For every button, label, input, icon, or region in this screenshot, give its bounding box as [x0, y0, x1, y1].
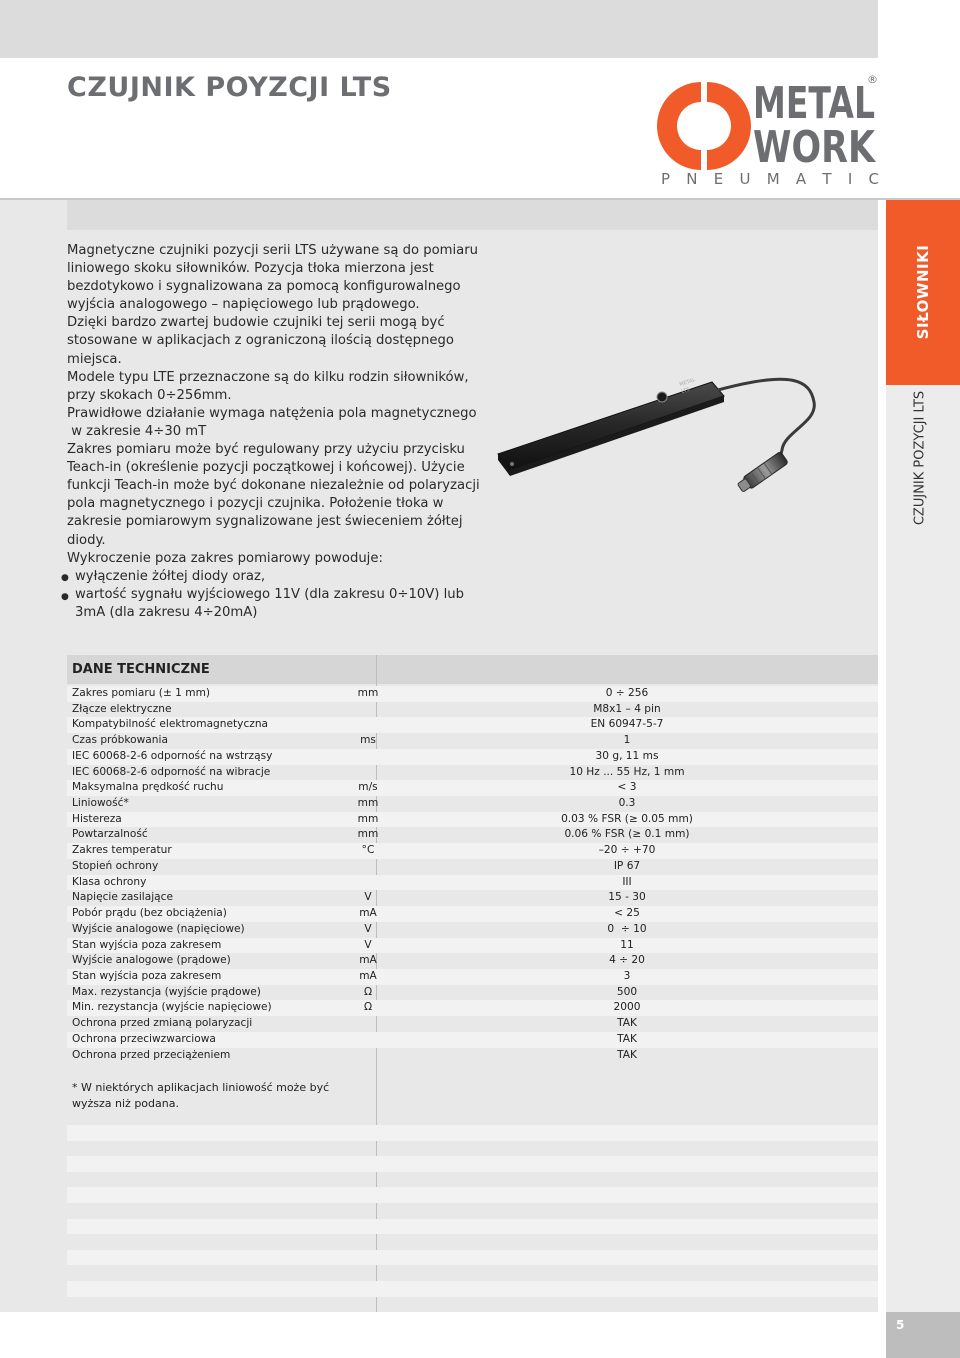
row-value: 0 ÷ 256: [605, 687, 649, 699]
sensor-label-bottom: LTS: [680, 386, 691, 395]
description-paragraph: Dzięki bardzo zwartej budowie czujniki tej serii mogą być stosowane w aplikacjach z ograniczoną ilością dostępnego miejsca.: [67, 315, 454, 367]
table-row: [67, 780, 878, 796]
side-tab-secondary-label: CZUJNIK POZYCJI LTS: [912, 390, 928, 526]
row-value: 500: [616, 985, 638, 998]
row-label: IEC 60068-2-6 odporność na wibracje: [72, 765, 271, 778]
row-label: IEC 60068-2-6 odporność na wstrząsy: [72, 749, 273, 762]
description-paragraph: Magnetyczne czujniki pozycji serii LTS używane są do pomiaru liniowego skoku siłowników. Pozycja tłoka mierzona jest bezdotykowo i sygnalizowana za pomocą konfigurowalnego wyjścia analogowego – napięciowego lub prądowego.: [67, 243, 479, 313]
row-value: 15 - 30: [608, 891, 646, 904]
row-label: Maksymalna prędkość ruchu: [72, 781, 224, 794]
row-label: Histereza: [72, 812, 122, 825]
table-row: [67, 859, 878, 875]
table-row: [67, 765, 878, 781]
row-value: TAK: [617, 1048, 637, 1061]
row-value: –20 ÷ +70: [598, 844, 656, 857]
table-row: [67, 796, 878, 812]
table-row: [67, 922, 878, 938]
row-value: < 25: [614, 907, 640, 920]
row-unit: °C: [361, 844, 375, 857]
table-row: [67, 702, 878, 718]
page-title: CZUJNIK POYZCJI LTS: [67, 72, 392, 103]
row-unit: mm: [357, 687, 379, 699]
status-led-icon: [657, 392, 667, 402]
table-row: [67, 890, 878, 906]
row-unit: m/s: [358, 781, 378, 794]
logo-word-work: WORK: [753, 122, 877, 173]
row-value: IP 67: [613, 859, 641, 872]
logo-registered-mark: ®: [867, 73, 878, 86]
logo-word-metal: METAL: [753, 78, 875, 129]
row-value: 10 Hz ... 55 Hz, 1 mm: [569, 765, 685, 778]
table-row: [67, 1048, 878, 1064]
row-label: Wyjście analogowe (prądowe): [72, 954, 231, 967]
table-row: [67, 843, 878, 859]
row-value: 0.3: [618, 797, 636, 810]
row-label: Ochrona przed zmianą polaryzacji: [72, 1017, 253, 1030]
row-value: M8x1 – 4 pin: [593, 702, 661, 715]
row-unit: mm: [357, 828, 379, 841]
table-row: [67, 953, 878, 969]
row-value: TAK: [617, 1032, 637, 1045]
table-row: [67, 1000, 878, 1016]
row-value: 30 g, 11 ms: [595, 749, 659, 762]
sensor-label-top: METAL: [678, 377, 697, 388]
table-row: [67, 812, 878, 828]
row-label: Kompatybilność elektromagnetyczna: [72, 718, 269, 731]
row-label: Stan wyjścia poza zakresem: [72, 938, 222, 951]
table-row: [67, 749, 878, 765]
row-unit: ms: [360, 734, 376, 747]
table-row: [67, 985, 878, 1001]
row-label: Stan wyjścia poza zakresem: [72, 969, 222, 982]
row-value: TAK: [617, 1017, 637, 1030]
description-paragraph: Wykroczenie poza zakres pomiarowy powoduje:: [67, 550, 383, 566]
table-row: [67, 1032, 878, 1048]
row-label: Max. rezystancja (wyjście prądowe): [72, 985, 261, 998]
row-label: Czas próbkowania: [72, 734, 168, 747]
tech-table-title: DANE TECHNICZNE: [72, 662, 210, 677]
logo-tagline: P N E U M A T I C: [661, 170, 879, 188]
row-value: 0.03 % FSR (≥ 0.05 mm): [561, 812, 693, 825]
row-value: < 3: [617, 781, 637, 794]
row-value: EN 60947-5-7: [590, 718, 664, 731]
description-paragraph: Zakres pomiaru może być regulowany przy użyciu przycisku Teach-in (określenie pozycji początkowej i końcowej). Użycie funkcji Teach-in może być dokonane niezależnie od polaryzacji pola magnetycznego i pozycji czujnika. Położenie tłoka w zakresie pomiarowym sygnalizowane jest świeceniem żółtej diody.: [67, 442, 480, 548]
row-label: Powtarzalność: [72, 828, 148, 841]
table-row: [67, 969, 878, 985]
logo-mark: [657, 82, 751, 170]
description-paragraph: w zakresie 4÷30 mT: [67, 423, 207, 439]
table-row: [67, 938, 878, 954]
row-label: Zakres temperatur: [72, 844, 172, 857]
table-row: [67, 686, 878, 702]
row-label: Stopień ochrony: [72, 859, 159, 872]
row-value: 1: [623, 734, 631, 747]
table-row: [67, 1016, 878, 1032]
row-value: 11: [620, 938, 634, 951]
row-unit: Ω: [363, 1001, 373, 1014]
row-value: 0.06 % FSR (≥ 0.1 mm): [564, 828, 690, 841]
row-label: Klasa ochrony: [72, 875, 147, 888]
row-unit: Ω: [363, 985, 373, 998]
row-value: 2000: [613, 1001, 641, 1014]
description-text: [67, 242, 487, 622]
empty-table-rows: [67, 1125, 878, 1312]
panel-top-band: [67, 200, 878, 230]
row-unit: V: [364, 938, 372, 951]
row-label: Napięcie zasilające: [72, 891, 173, 904]
row-label: Złącze elektryczne: [72, 702, 172, 715]
row-label: Wyjście analogowe (napięciowe): [72, 922, 245, 935]
sensor-cable: [718, 379, 814, 472]
row-label: Ochrona przed przeciążeniem: [72, 1048, 231, 1061]
bullet-item: ● wyłączenie żółtej diody oraz,: [67, 568, 487, 586]
m8-connector: [736, 451, 788, 493]
row-unit: V: [364, 922, 372, 935]
table-row: [67, 906, 878, 922]
table-row: [67, 733, 878, 749]
description-paragraph: Prawidłowe działanie wymaga natężenia pola magnetycznego: [67, 405, 477, 421]
row-unit: mA: [359, 907, 377, 920]
row-label: Min. rezystancja (wyjście napięciowe): [72, 1001, 272, 1014]
sensor-product-image: [492, 362, 882, 522]
sensor-body: [498, 382, 724, 470]
row-value: III: [622, 875, 632, 888]
row-label: Ochrona przeciwzwarciowa: [72, 1032, 216, 1045]
page-number: 5: [896, 1318, 905, 1332]
side-tab-active-label: SIŁOWNIKI: [914, 244, 932, 340]
row-unit: mm: [357, 812, 379, 825]
row-label: Liniowość*: [72, 797, 129, 810]
row-label: Pobór prądu (bez obciążenia): [72, 907, 227, 920]
bullet-item: ● wartość sygnału wyjściowego 11V (dla zakresu 0÷10V) lub 3mA (dla zakresu 4÷20mA): [67, 586, 487, 622]
row-unit: mm: [357, 797, 379, 810]
row-value: 4 ÷ 20: [609, 954, 645, 967]
row-unit: mA: [359, 954, 377, 967]
description-paragraph: Modele typu LTE przeznaczone są do kilku rodzin siłowników, przy skokach 0÷256mm.: [67, 369, 469, 403]
tech-table: [67, 686, 878, 1063]
metal-work-logo: [653, 70, 883, 190]
row-unit: V: [364, 891, 372, 904]
row-label: Zakres pomiaru (± 1 mm): [72, 687, 211, 699]
table-row: [67, 875, 878, 891]
table-footnote: * W niektórych aplikacjach liniowość może być wyższa niż podana.: [72, 1081, 330, 1110]
table-row: [67, 827, 878, 843]
table-row: [67, 717, 878, 733]
row-unit: mA: [359, 969, 377, 982]
row-value: 0 ÷ 10: [607, 922, 647, 935]
row-value: 3: [623, 969, 631, 982]
header-band: [0, 0, 878, 58]
